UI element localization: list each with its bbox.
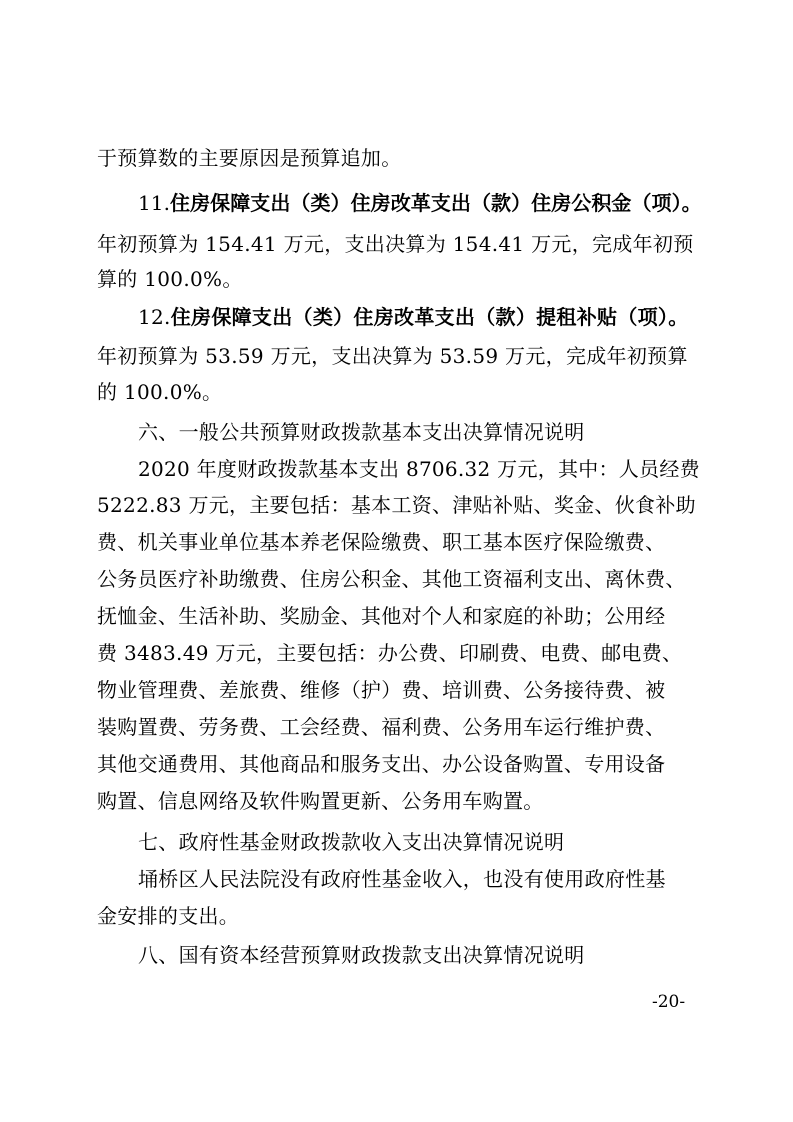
item-number: 12. <box>138 305 171 329</box>
section-heading-8: 八、国有资本经营预算财政拨款支出决算情况说明 <box>138 943 585 967</box>
paragraph-line: 5222.83 万元，主要包括：基本工资、津贴补贴、奖金、伙食补助 <box>97 493 696 517</box>
section-heading-6: 六、一般公共预算财政拨款基本支出决算情况说明 <box>138 420 585 444</box>
item-heading-11 <box>138 189 702 217</box>
paragraph-line: 算的 100.0%。 <box>97 267 243 291</box>
paragraph-line: 2020 年度财政拨款基本支出 8706.32 万元，其中：人员经费 <box>138 457 700 481</box>
item-title: 住房保障支出（类）住房改革支出（款）提租补贴（项）。 <box>170 305 689 329</box>
paragraph-line: 抚恤金、生活补助、奖励金、其他对个人和家庭的补助；公用经 <box>97 604 666 628</box>
paragraph-line: 装购置费、劳务费、工会经费、福利费、公务用车运行维护费、 <box>97 715 666 739</box>
page-number: -20- <box>652 992 686 1012</box>
paragraph-line: 于预算数的主要原因是预算追加。 <box>97 146 402 170</box>
paragraph-line: 金安排的支出。 <box>97 904 240 928</box>
paragraph-line: 的 100.0%。 <box>97 380 223 404</box>
paragraph-line: 其他交通费用、其他商品和服务支出、办公设备购置、专用设备 <box>97 752 666 776</box>
item-number: 11. <box>138 191 170 215</box>
paragraph-line: 年初预算为 154.41 万元，支出决算为 154.41 万元，完成年初预 <box>97 232 694 256</box>
paragraph-line: 年初预算为 53.59 万元，支出决算为 53.59 万元，完成年初预算 <box>97 344 688 368</box>
paragraph-line: 费 3483.49 万元，主要包括：办公费、印刷费、电费、邮电费、 <box>97 641 683 665</box>
section-heading-7: 七、政府性基金财政拨款收入支出决算情况说明 <box>138 830 565 854</box>
paragraph-line: 购置、信息网络及软件购置更新、公务用车购置。 <box>97 789 544 813</box>
item-title: 住房保障支出（类）住房改革支出（款）住房公积金（项）。 <box>170 191 702 215</box>
paragraph-line: 费、机关事业单位基本养老保险缴费、职工基本医疗保险缴费、 <box>97 530 666 554</box>
item-heading-12 <box>138 303 689 331</box>
paragraph-line: 物业管理费、差旅费、维修（护）费、培训费、公务接待费、被 <box>97 678 666 702</box>
paragraph-line: 埇桥区人民法院没有政府性基金收入，也没有使用政府性基 <box>138 867 666 891</box>
paragraph-line: 公务员医疗补助缴费、住房公积金、其他工资福利支出、离休费、 <box>97 567 686 591</box>
